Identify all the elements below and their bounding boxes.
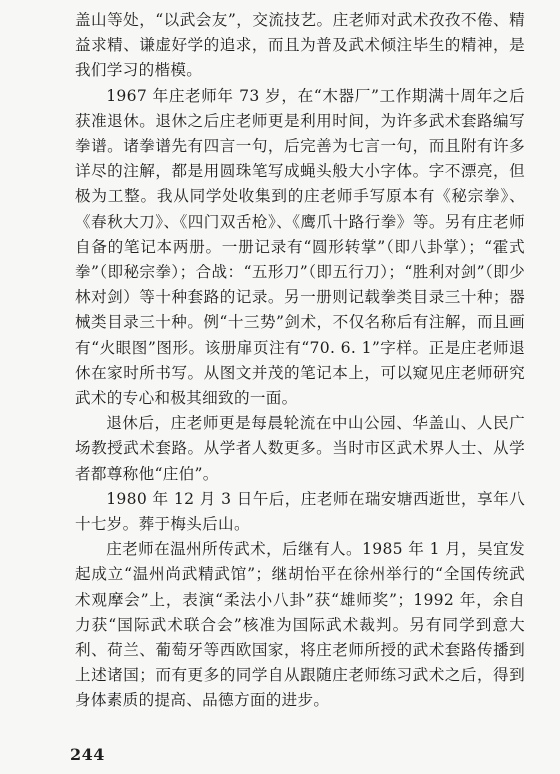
paragraph-1: 盖山等处，“以武会友”，交流技艺。庄老师对武术孜孜不倦、精益求精、谦虚好学的追求，而且为普及武术倾注毕生的精神，是我们学习的楷模。 (75, 11, 525, 80)
body-text (75, 8, 525, 714)
page-number: 244 (70, 745, 105, 764)
paragraph-3: 退休后，庄老师更是每晨轮流在中山公园、华盖山、人民广场教授武术套路。从学者人数更多。当时市区武术界人士、从学者都尊称他“庄伯”。 (75, 414, 525, 483)
paragraph-4: 1980 年 12 月 3 日午后，庄老师在瑞安塘西逝世，享年八十七岁。葬于梅头后山。 (75, 489, 525, 534)
paragraph-5: 庄老师在温州所传武术，后继有人。1985 年 1 月，吴宜发起成立“温州尚武精武馆”；继胡怡平在徐州举行的“全国传统武术观摩会”上，表演“柔法小八卦”获“雄师奖”；1992 年，余自力获“国际武术联合会”核准为国际武术裁判。另有同学到意大利、荷兰、葡萄牙等西欧国家，将庄老师所授的武术套路传播到上述诸国；而有更多的同学自从跟随庄老师练习武术之后，得到身体素质的提高、品德方面的进步。 (75, 540, 525, 710)
paragraph-2: 1967 年庄老师年 73 岁，在“木器厂”工作期满十周年之后获准退休。退休之后庄老师更是利用时间，为许多武术套路编写拳谱。诸拳谱先有四言一句，后完善为七言一句，而且附有许多详尽的注解，都是用圆珠笔写成蝇头般大小字体。字不漂亮，但极为工整。我从同学处收集到的庄老师手写原本有《秘宗拳》、《春秋大刀》、《四门双舌枪》、《鹰爪十路行拳》等。另有庄老师自备的笔记本两册。一册记录有“圆形转掌”（即八卦掌）；“霍式拳”（即秘宗拳）；合战：“五形刀”（即五行刀）；“胜利对剑”（即少林对剑）等十种套路的记录。另一册则记载拳类目录三十种；器械类目录三十种。例“十三势”剑术，不仅名称后有注解，而且画有“火眼图”图形。该册扉页注有“70. 6. 1”字样。正是庄老师退休在家时所书写。从图文并茂的笔记本上，可以窥见庄老师研究武术的专心和极其细致的一面。 (75, 86, 525, 408)
